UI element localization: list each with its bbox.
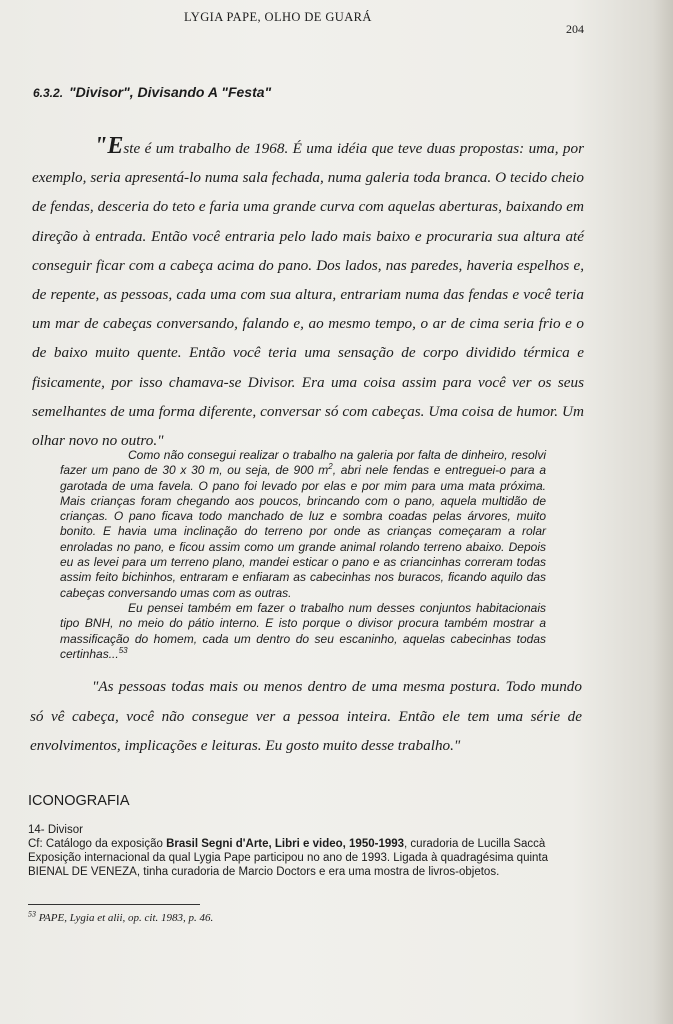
footnote-reference: 53 — [118, 645, 128, 655]
footnote-divider — [28, 904, 200, 905]
iconografia-entry — [28, 823, 550, 879]
narrative-text: Eu pensei também em fazer o trabalho num desses conjuntos habitacionais tipo BNH, no meio do pátio interno. E isto porque o divisor procura também mostrar a massificação do homem, cada um dentro do seu escaninho, aquelas cabecinhas todas certinhas... — [60, 600, 546, 661]
iconografia-heading: ICONOGRAFIA — [28, 793, 130, 809]
running-head: LYGIA PAPE, OLHO DE GUARÁ — [184, 10, 372, 24]
footnote — [28, 909, 214, 924]
citation-prefix: Cf: Catálogo da exposição — [28, 838, 167, 850]
page-number: 204 — [566, 22, 584, 36]
section-title: "Divisor", Divisando A "Festa" — [69, 84, 272, 100]
section-heading — [33, 84, 271, 100]
section-number: 6.3.2. — [33, 86, 64, 100]
iconografia-citation — [28, 837, 550, 851]
narrative-paragraph-2 — [60, 601, 546, 662]
footnote-number: 53 — [28, 909, 36, 919]
narrative-text: , abri nele fendas e entreguei-o para a garotada de uma favela. O pano foi levado por elas e por mim para uma mata próxima. Mais crianças foram chegando aos poucos, brincando com o pano, aquela multidão de crianças. O pano ficava todo manchado de luz e sombra coadas pelas árvores, muito bonito. E havia uma inclinação do terreno por onde as crianças começaram a rolar enroladas no pano, e ficou assim como um grande animal rolando terreno abaixo. Depois eu as levei para um terreno plano, mandei esticar o pano e as criancinhas correram todas assim feito bichinhos, entraram e enfiaram as cabecinhas nos buracos, ficando aquilo das cabeças conversando umas com as outras. — [60, 463, 546, 600]
block-quote-closing: "As pessoas todas mais ou menos dentro de uma mesma postura. Todo mundo só vê cabeça, você não consegue ver a pessoa inteira. Então ele tem uma série de envolvimentos, implicações e leituras. Eu gosto muito desse trabalho." — [30, 678, 582, 754]
exhibition-title: Brasil Segni d'Arte, Libri e video, 1950-1993 — [166, 838, 405, 850]
iconografia-description: Exposição internacional da qual Lygia Pape participou no ano de 1993. Ligada à quadragésima quinta BIENAL DE VENEZA, tinha curadoria de Marcio Doctors e era uma mostra de livros-objetos. — [28, 852, 549, 878]
superscript-squared: 2 — [328, 462, 333, 472]
citation-suffix: , curadoria de Lucilla Saccà — [404, 838, 546, 850]
footnote-text: PAPE, Lygia et alii, op. cit. 1983, p. 46. — [36, 912, 214, 924]
narrative-text: Como não consegui realizar o trabalho na galeria por falta de dinheiro, resolvi fazer um pano de 30 x 30 m, ou seja, de 900 m — [60, 448, 546, 478]
block-quote-artist: "Este é um trabalho de 1968. É uma idéia que teve duas propostas: uma, por exemplo, seria apresentá-lo numa sala fechada, numa galeria toda branca. O tecido cheio de fendas, desceria do teto e faria uma grande curva com aquelas aberturas, baixando em direção à entrada. Então você entraria pelo lado mais baixo e procuraria sua altura até conseguir ficar com a cabeça acima do pano. Dos lados, nas paredes, haveria espelhos e, de repente, as pessoas, cada uma com sua altura, entrariam numa das fendas e você teria um mar de cabeças conversando, falando e, ao mesmo tempo, o ar de cima seria frio e o de baixo muito quente. Então você teria uma sensação de corpo dividido térmica e fisicamente, por isso chamava-se Divisor. Era uma coisa assim para você ver os seus semelhantes de uma forma diferente, conversar só com cabeças. Uma coisa de humor. Um olhar novo no outro." — [32, 133, 584, 450]
indented-narrative — [60, 448, 546, 662]
iconografia-item-label: 14- Divisor — [28, 824, 83, 836]
narrative-paragraph-1 — [60, 448, 546, 601]
